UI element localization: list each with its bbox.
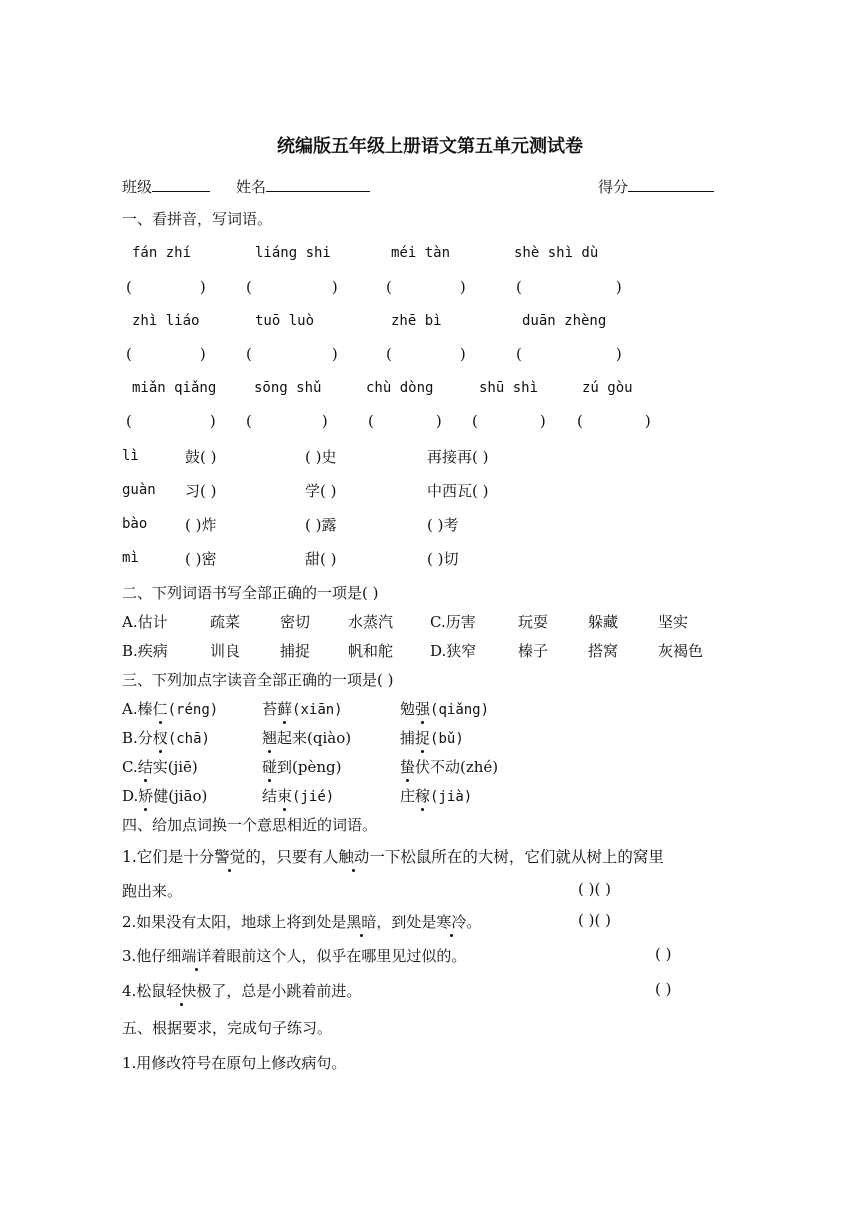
page-title: 统编版五年级上册语文第五单元测试卷 — [277, 136, 583, 157]
pinyin-3-1: miǎn qiǎng — [132, 380, 217, 396]
pinyin-3-4: shū shì — [479, 380, 539, 396]
answer-blank[interactable]: ( ) — [577, 412, 651, 430]
poly-item[interactable]: ( )史 — [305, 448, 337, 466]
name-label: 姓名 — [236, 178, 267, 196]
answer-blank[interactable]: ( ) — [516, 278, 622, 296]
name-field[interactable] — [236, 176, 370, 197]
pinyin-3-2: sōng shǔ — [254, 380, 322, 396]
poly-item[interactable]: 中西瓦( ) — [427, 482, 489, 500]
poly-item[interactable]: ( )露 — [305, 516, 337, 534]
answer-blank[interactable]: ( ) — [246, 278, 338, 296]
poly-item[interactable]: 鼓( ) — [185, 448, 217, 466]
pinyin-2-1: zhì liáo — [132, 313, 200, 329]
section5-heading: 五、根据要求，完成句子练习。 — [122, 1019, 333, 1037]
option-d[interactable]: D.矫健(jiāo) 结束(jié) 庄稼(jià) — [122, 787, 473, 805]
class-blank[interactable] — [152, 177, 210, 192]
poly-pinyin: lì — [122, 448, 139, 464]
question-4-1-cont: 跑出来。 — [122, 882, 183, 900]
option-a[interactable]: A.榛仁(réng) 苔藓(xiān) 勉强(qiǎng) — [122, 700, 490, 718]
answer-blank[interactable]: ( ) — [126, 412, 216, 430]
answer-blank[interactable]: ( ) — [386, 278, 466, 296]
score-field[interactable] — [598, 176, 714, 197]
pinyin-1-4: shè shì dù — [514, 245, 599, 261]
answer-blank[interactable]: ( ) — [126, 278, 206, 296]
answer-blank[interactable]: ( ) — [246, 345, 338, 363]
name-blank[interactable] — [266, 177, 370, 192]
pinyin-3-3: chù dòng — [366, 380, 434, 396]
poly-item[interactable]: ( )考 — [427, 516, 459, 534]
pinyin-2-3: zhē bì — [391, 313, 442, 329]
section3-heading: 三、下列加点字读音全部正确的一项是( ) — [122, 671, 394, 689]
answer-blank[interactable]: ( ) — [246, 412, 328, 430]
class-label: 班级 — [122, 178, 153, 196]
poly-item[interactable]: ( )切 — [427, 550, 459, 568]
poly-pinyin: guàn — [122, 482, 156, 498]
poly-item[interactable]: ( )密 — [185, 550, 217, 568]
pinyin-3-5: zú gòu — [582, 380, 633, 396]
answer-blank[interactable]: ( ) — [472, 412, 546, 430]
answer-blank[interactable]: ( ) — [386, 345, 466, 363]
pinyin-2-4: duān zhèng — [522, 313, 607, 329]
question-4-1: 1.它们是十分警觉的，只要有人触动一下松鼠所在的大树，它们就从树上的窝里 — [122, 845, 664, 867]
section4-heading: 四、给加点词换一个意思相近的词语。 — [122, 816, 378, 834]
poly-item[interactable]: 甜( ) — [305, 550, 337, 568]
option-b[interactable]: B.分杈(chā) 翘起来(qiào) 捕捉(bǔ) — [122, 729, 464, 747]
option-b-d[interactable]: B.疾病 训良 捕捉 帆和舵 D.狭窄 榛子 搭窝 灰褐色 — [122, 642, 704, 660]
poly-item[interactable]: 习( ) — [185, 482, 217, 500]
option-a-c[interactable]: A.估计 疏菜 密切 水蒸汽 C.历害 玩耍 躲藏 坚实 — [122, 613, 689, 631]
score-blank[interactable] — [628, 177, 714, 192]
answer-blank[interactable]: ( ) — [655, 980, 672, 998]
answer-blank[interactable]: ( ) — [516, 345, 622, 363]
section1-heading: 一、看拼音，写词语。 — [122, 210, 273, 228]
pinyin-1-2: liáng shi — [255, 245, 331, 261]
question-4-4: 4.松鼠轻快极了，总是小跳着前进。 — [122, 982, 362, 1000]
answer-blank[interactable]: ( ) — [126, 345, 206, 363]
poly-pinyin: mì — [122, 550, 139, 566]
answer-blank[interactable]: ( ) — [655, 945, 672, 963]
answer-blank-pair[interactable]: ( )( ) — [578, 880, 611, 898]
poly-item[interactable]: 再接再( ) — [427, 448, 489, 466]
answer-blank[interactable]: ( ) — [368, 412, 442, 430]
poly-item[interactable]: 学( ) — [305, 482, 337, 500]
section2-heading: 二、下列词语书写全部正确的一项是( ) — [122, 584, 379, 602]
poly-pinyin: bào — [122, 516, 148, 532]
answer-blank-pair[interactable]: ( )( ) — [578, 911, 611, 929]
class-field[interactable] — [122, 176, 210, 197]
question-4-2: 2.如果没有太阳，地球上将到处是黑暗，到处是寒冷。 — [122, 913, 482, 931]
option-c[interactable]: C.结实(jiē) 碰到(pèng) 蛰伏不动(zhé) — [122, 758, 499, 776]
question-5-1: 1.用修改符号在原句上修改病句。 — [122, 1054, 347, 1072]
score-label: 得分 — [598, 178, 629, 196]
poly-item[interactable]: ( )炸 — [185, 516, 217, 534]
pinyin-2-2: tuō luò — [255, 313, 315, 329]
question-4-3: 3.他仔细端详着眼前这个人，似乎在哪里见过似的。 — [122, 947, 467, 965]
pinyin-1-3: méi tàn — [391, 245, 451, 261]
pinyin-1-1: fán zhí — [132, 245, 192, 261]
